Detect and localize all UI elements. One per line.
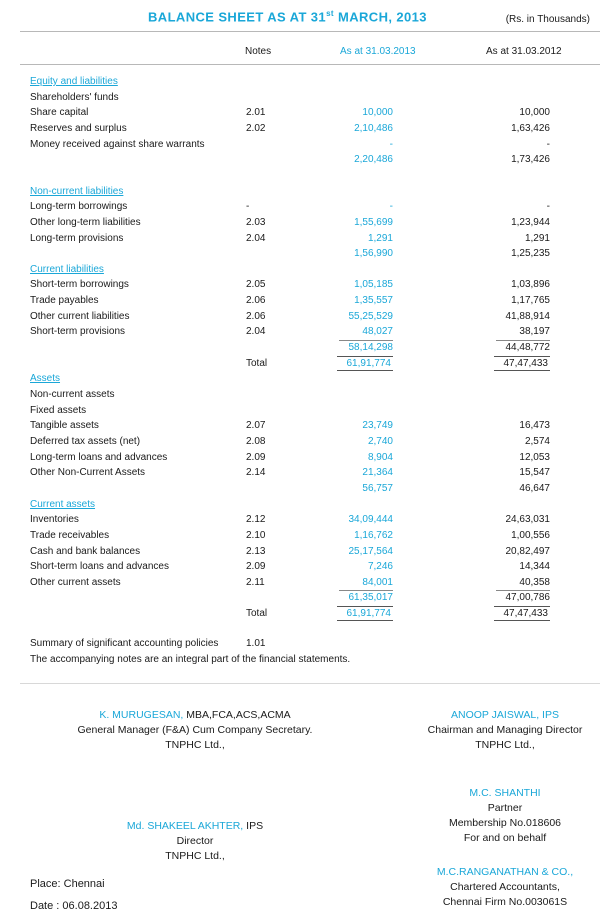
row-note: 2.01 (246, 107, 266, 119)
value-current-year: 10,000 (362, 107, 393, 119)
section-heading-row (0, 262, 608, 277)
row-label: Short-term provisions (30, 326, 126, 338)
signatory-behalf: For and on behalf (463, 832, 547, 844)
signatory-name: ANOOP JAISWAL, IPS (451, 709, 559, 721)
column-header-previous-year: As at 31.03.2012 (486, 46, 562, 57)
row-label: Deferred tax assets (net) (30, 435, 141, 447)
signatory-general-manager (75, 708, 315, 753)
row-label: Tangible assets (30, 420, 99, 432)
value-current-year: 8,904 (367, 451, 393, 463)
signatory-designation: Partner (487, 802, 523, 814)
row-label: Share capital (30, 107, 89, 119)
value-previous-year: 14,344 (519, 561, 550, 573)
table-row (0, 418, 608, 433)
table-row (0, 293, 608, 308)
value-previous-year: 10,000 (519, 107, 550, 119)
value-current-year: 25,17,564 (348, 545, 393, 557)
row-note: 2.03 (246, 216, 266, 228)
value-previous-year: 1,03,896 (511, 279, 550, 291)
table-row (0, 528, 608, 543)
date-line: Date : 06.08.2013 (30, 900, 118, 912)
row-note: 2.04 (246, 232, 266, 244)
table-row (0, 403, 608, 418)
row-label: Money received against share warrants (30, 138, 205, 150)
value-previous-year: 1,73,426 (511, 154, 550, 166)
value-previous-year: 44,48,772 (496, 340, 551, 354)
table-row (0, 199, 608, 214)
value-current-year: 56,757 (362, 482, 393, 494)
row-note: 2.12 (246, 514, 266, 526)
table-row (0, 215, 608, 230)
place-line: Place: Chennai (30, 878, 105, 890)
table-row (0, 575, 608, 590)
section-heading: Non-current liabilities (30, 185, 124, 197)
value-current-year: 1,35,557 (354, 295, 393, 307)
section-heading-row (0, 184, 608, 199)
value-previous-year: 12,053 (519, 451, 550, 463)
accounting-policies-note-number: 1.01 (246, 638, 266, 649)
section-heading: Assets (30, 373, 61, 385)
value-current-year: 84,001 (362, 576, 393, 588)
signatory-director (95, 819, 295, 864)
value-current-year: 1,55,699 (354, 216, 393, 228)
table-row (0, 277, 608, 292)
section-heading-row (0, 371, 608, 386)
row-note: Total (246, 608, 268, 620)
row-note: 2.02 (246, 122, 266, 134)
section-heading: Equity and liabilities (30, 76, 118, 87)
table-row (0, 309, 608, 324)
signatory-organisation: TNPHC Ltd., (165, 739, 225, 751)
row-label: Cash and bank balances (30, 545, 141, 557)
table-row (0, 231, 608, 246)
value-previous-year: 40,358 (519, 576, 550, 588)
row-note: Total (246, 357, 268, 369)
table-row (0, 121, 608, 136)
value-previous-year: 41,88,914 (505, 310, 550, 322)
row-note: - (246, 201, 250, 213)
row-label: Long-term borrowings (30, 201, 128, 213)
value-current-year: 1,05,185 (354, 279, 393, 291)
value-previous-year: 15,547 (519, 467, 550, 479)
row-note: 2.11 (246, 576, 265, 588)
row-note: 2.13 (246, 545, 266, 557)
signatory-partner (430, 786, 580, 846)
row-note: 2.09 (246, 561, 266, 573)
signatory-name: K. MURUGESAN, (99, 709, 184, 721)
value-previous-year: 47,47,433 (494, 606, 551, 621)
firm-registration: Chennai Firm No.003061S (442, 896, 568, 908)
row-label: Shareholders' funds (30, 91, 119, 103)
row-note: 2.06 (246, 310, 266, 322)
accounting-policies-label: Summary of significant accounting policies (30, 638, 219, 649)
row-note: 2.10 (246, 529, 266, 541)
value-previous-year: - (546, 138, 550, 150)
table-row (0, 340, 608, 355)
table-row (0, 590, 608, 605)
table-row (0, 246, 608, 261)
firm-name: M.C.RANGANATHAN & CO., (436, 866, 574, 878)
signatory-name: M.C. SHANTHI (469, 787, 541, 799)
signatory-chairman (420, 708, 590, 753)
value-previous-year: 24,63,031 (505, 514, 550, 526)
value-current-year: 1,16,762 (354, 529, 393, 541)
table-row (0, 465, 608, 480)
value-current-year: 2,10,486 (354, 122, 393, 134)
value-previous-year: 46,647 (519, 482, 550, 494)
value-current-year: 61,91,774 (337, 606, 394, 621)
value-previous-year: 1,17,765 (511, 295, 550, 307)
value-current-year: 7,246 (367, 561, 393, 573)
value-current-year: 58,14,298 (339, 340, 394, 354)
value-previous-year: 1,00,556 (511, 529, 550, 541)
value-previous-year: 1,63,426 (511, 122, 550, 134)
value-previous-year: 38,197 (519, 326, 550, 338)
footer-divider (20, 683, 600, 684)
signatory-audit-firm (425, 865, 585, 910)
value-current-year: - (389, 201, 393, 213)
value-current-year: 2,20,486 (354, 154, 393, 166)
value-previous-year: 20,82,497 (505, 545, 550, 557)
page-title: BALANCE SHEET AS AT 31st MARCH, 2013 (148, 9, 427, 25)
row-label: Trade payables (30, 295, 99, 307)
signatory-qualification: IPS (243, 820, 264, 832)
accounting-policies-note (30, 638, 266, 649)
signatory-designation: Director (176, 835, 214, 847)
value-previous-year: - (546, 201, 550, 213)
value-previous-year: 2,574 (524, 435, 550, 447)
table-row (0, 152, 608, 167)
section-heading-row (0, 497, 608, 512)
table-row (0, 481, 608, 496)
signatory-membership: Membership No.018606 (448, 817, 562, 829)
table-row (0, 544, 608, 559)
table-row (0, 105, 608, 120)
row-note: 2.09 (246, 451, 266, 463)
value-previous-year: 1,23,944 (511, 216, 550, 228)
row-note: 2.04 (246, 326, 266, 338)
row-label: Other long-term liabilities (30, 216, 141, 228)
row-label: Long-term provisions (30, 232, 124, 244)
value-current-year: 61,91,774 (337, 356, 394, 371)
firm-description: Chartered Accountants, (450, 881, 560, 893)
table-row (0, 387, 608, 402)
header-divider (20, 31, 600, 32)
row-label: Other current assets (30, 576, 121, 588)
value-current-year: 55,25,529 (348, 310, 393, 322)
row-note: 2.07 (246, 420, 266, 432)
row-label: Other current liabilities (30, 310, 130, 322)
row-label: Other Non-Current Assets (30, 467, 146, 479)
section-heading: Current assets (30, 498, 96, 510)
total-row (0, 356, 608, 371)
column-header-divider (20, 64, 600, 65)
row-label: Trade receivables (30, 529, 110, 541)
value-current-year: - (389, 138, 393, 150)
integral-part-note: The accompanying notes are an integral part of the financial statements. (30, 654, 351, 665)
value-current-year: 21,364 (362, 467, 393, 479)
value-current-year: 23,749 (362, 420, 393, 432)
signatory-designation: Chairman and Managing Director (427, 724, 583, 736)
row-label: Reserves and surplus (30, 122, 127, 134)
row-note: 2.05 (246, 279, 266, 291)
value-previous-year: 1,291 (524, 232, 550, 244)
signatory-qualification: MBA,FCA,ACS,ACMA (183, 709, 291, 721)
signatory-name: Md. SHAKEEL AKHTER, (126, 820, 244, 832)
value-current-year: 1,291 (367, 232, 393, 244)
table-row (0, 559, 608, 574)
table-row (0, 450, 608, 465)
section-heading: Current liabilities (30, 263, 104, 275)
signatory-organisation: TNPHC Ltd., (165, 850, 225, 862)
value-previous-year: 1,25,235 (511, 248, 550, 260)
signatory-organisation: TNPHC Ltd., (475, 739, 535, 751)
row-label: Inventories (30, 514, 79, 526)
value-current-year: 48,027 (362, 326, 393, 338)
table-row (0, 90, 608, 105)
table-row (0, 434, 608, 449)
row-label: Non-current assets (30, 389, 115, 400)
value-previous-year: 16,473 (519, 420, 550, 432)
signatory-designation: General Manager (F&A) Cum Company Secretary. (77, 724, 313, 736)
table-row (0, 324, 608, 339)
row-note: 2.06 (246, 295, 266, 307)
value-previous-year: 47,00,786 (496, 590, 551, 604)
value-current-year: 2,740 (367, 435, 393, 447)
table-row (0, 137, 608, 152)
row-label: Long-term loans and advances (30, 451, 168, 463)
total-row (0, 606, 608, 621)
row-label: Fixed assets (30, 404, 87, 416)
value-current-year: 61,35,017 (339, 590, 394, 604)
row-note: 2.14 (246, 467, 266, 479)
units-note: (Rs. in Thousands) (505, 14, 590, 25)
table-row (0, 512, 608, 527)
row-label: Short-term borrowings (30, 279, 129, 291)
column-header-notes: Notes (245, 46, 272, 57)
value-previous-year: 47,47,433 (494, 356, 551, 371)
row-note: 2.08 (246, 435, 266, 447)
section-heading-row (0, 74, 608, 89)
row-label: Short-term loans and advances (30, 561, 169, 573)
value-current-year: 34,09,444 (348, 514, 393, 526)
column-header-current-year: As at 31.03.2013 (340, 46, 416, 57)
value-current-year: 1,56,990 (354, 248, 393, 260)
table-row (0, 168, 608, 183)
